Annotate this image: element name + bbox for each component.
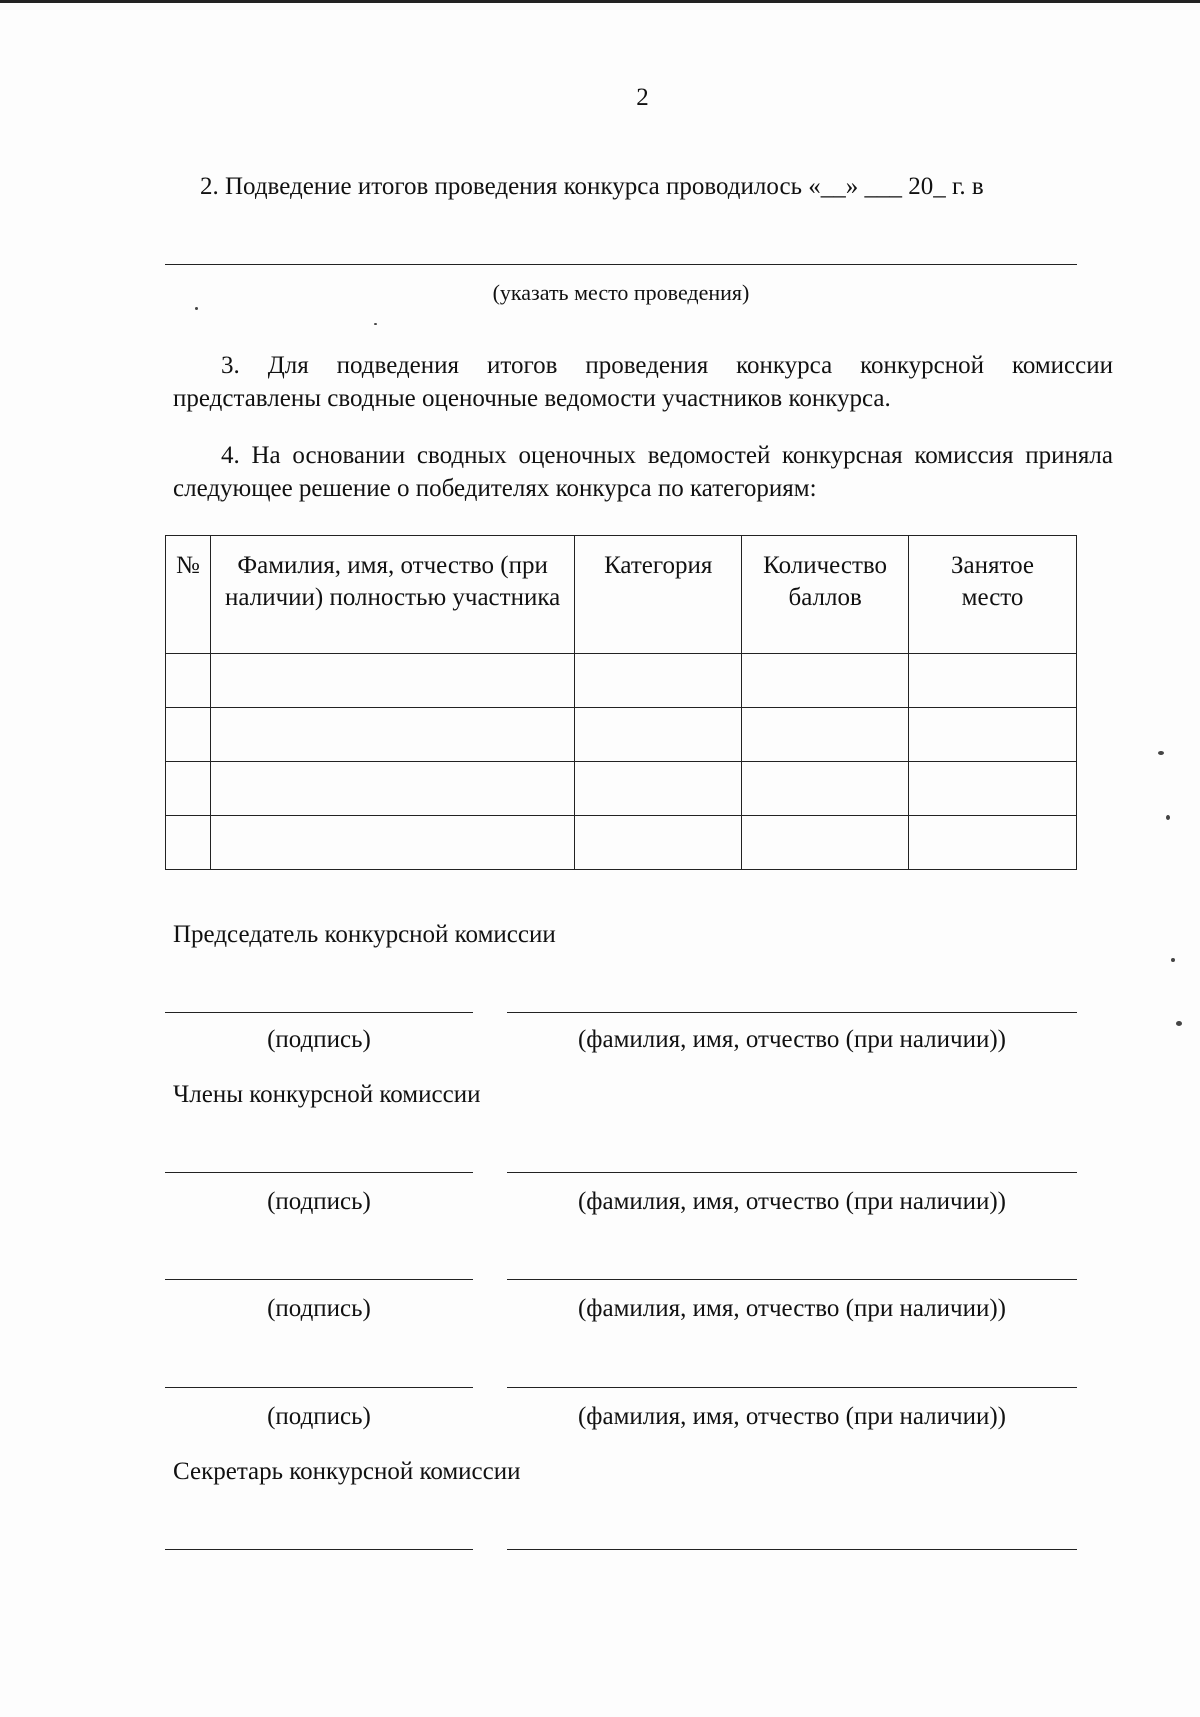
chairman-signature-caption: (подпись) bbox=[267, 1026, 371, 1053]
scan-speck bbox=[1176, 1021, 1182, 1026]
member-3-signature-line bbox=[165, 1387, 473, 1388]
header-category: Категория bbox=[575, 536, 742, 654]
table-row bbox=[166, 708, 1077, 762]
table-cell bbox=[166, 762, 211, 816]
member-1-signature-line bbox=[165, 1172, 473, 1173]
table-cell bbox=[909, 816, 1077, 870]
table-cell bbox=[742, 762, 909, 816]
table-cell bbox=[166, 816, 211, 870]
table-cell bbox=[166, 708, 211, 762]
table-cell bbox=[742, 654, 909, 708]
member-3-name-caption: (фамилия, имя, отчество (при наличии)) bbox=[577, 1403, 1007, 1430]
members-title: Члены конкурсной комиссии bbox=[173, 1081, 481, 1108]
chairman-title: Председатель конкурсной комиссии bbox=[173, 921, 556, 948]
member-3-name-line bbox=[507, 1387, 1077, 1388]
table-cell bbox=[210, 762, 574, 816]
table-cell bbox=[575, 654, 742, 708]
section-4-text: 4. На основании сводных оценочных ведомостей конкурсная комиссия приняла следующее решение о победителях конкурса по категориям: bbox=[173, 442, 1113, 502]
header-score: Количество баллов bbox=[742, 536, 909, 654]
member-3-signature-caption: (подпись) bbox=[267, 1403, 371, 1430]
table-cell bbox=[909, 654, 1077, 708]
place-underline bbox=[165, 264, 1077, 265]
table-cell bbox=[575, 708, 742, 762]
member-2-name-line bbox=[507, 1279, 1077, 1280]
chairman-name-caption: (фамилия, имя, отчество (при наличии)) bbox=[577, 1026, 1007, 1053]
table-cell bbox=[166, 654, 211, 708]
member-2-name-caption: (фамилия, имя, отчество (при наличии)) bbox=[577, 1295, 1007, 1322]
winners-table bbox=[165, 535, 1077, 870]
member-1-name-line bbox=[507, 1172, 1077, 1173]
header-number: № bbox=[166, 536, 211, 654]
scan-speck bbox=[195, 307, 198, 310]
table-header-row bbox=[166, 536, 1077, 654]
header-place: Занятое место bbox=[909, 536, 1077, 654]
table-cell bbox=[210, 654, 574, 708]
table-cell bbox=[210, 816, 574, 870]
table-row bbox=[166, 816, 1077, 870]
scan-speck bbox=[1171, 958, 1175, 962]
table-row bbox=[166, 654, 1077, 708]
secretary-title: Секретарь конкурсной комиссии bbox=[173, 1458, 521, 1485]
table-cell bbox=[210, 708, 574, 762]
scan-speck bbox=[374, 323, 377, 325]
table-cell bbox=[742, 816, 909, 870]
table-row bbox=[166, 762, 1077, 816]
member-2-signature-line bbox=[165, 1279, 473, 1280]
table-cell bbox=[575, 762, 742, 816]
chairman-name-line bbox=[507, 1012, 1077, 1013]
section-2-text: 2. Подведение итогов проведения конкурса проводилось «__» ___ 20_ г. в bbox=[200, 173, 984, 200]
page-top-edge bbox=[0, 0, 1200, 3]
table-cell bbox=[909, 762, 1077, 816]
table-cell bbox=[742, 708, 909, 762]
secretary-name-line bbox=[507, 1549, 1077, 1550]
secretary-signature-line bbox=[165, 1549, 473, 1550]
scan-speck bbox=[1158, 751, 1164, 755]
header-participant-name: Фамилия, имя, отчество (при наличии) полностью участника bbox=[210, 536, 574, 654]
place-caption: (указать место проведения) bbox=[492, 280, 750, 305]
page-number: 2 bbox=[636, 84, 649, 111]
chairman-signature-line bbox=[165, 1012, 473, 1013]
member-1-name-caption: (фамилия, имя, отчество (при наличии)) bbox=[577, 1188, 1007, 1215]
scan-speck bbox=[1166, 815, 1170, 820]
member-1-signature-caption: (подпись) bbox=[267, 1188, 371, 1215]
section-3-text: 3. Для подведения итогов проведения конкурса конкурсной комиссии представлены сводные оценочные ведомости участников конкурса. bbox=[173, 352, 1113, 412]
table-cell bbox=[575, 816, 742, 870]
table-cell bbox=[909, 708, 1077, 762]
member-2-signature-caption: (подпись) bbox=[267, 1295, 371, 1322]
